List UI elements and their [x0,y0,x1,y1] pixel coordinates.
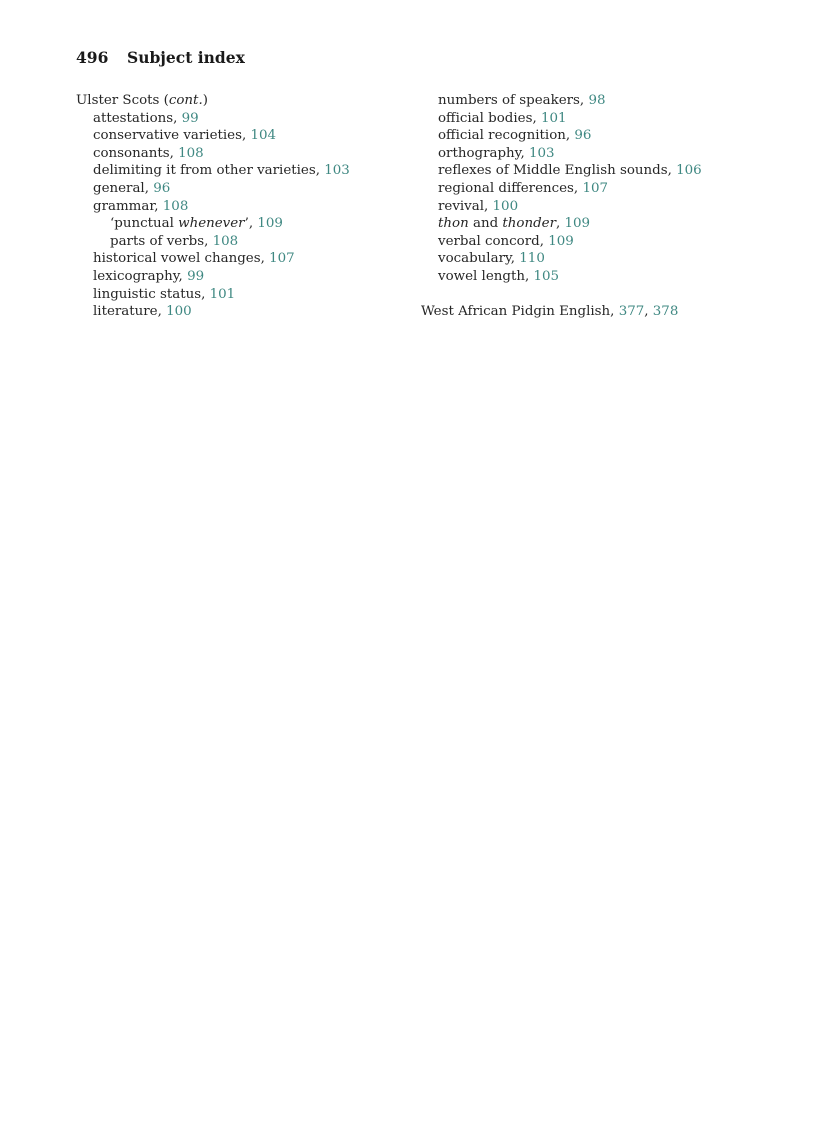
page-reference[interactable]: 99 [187,268,205,284]
subentry-label-italic: thonder [502,216,556,232]
index-subentry [76,180,406,198]
page-reference[interactable]: 107 [582,180,609,196]
index-subentry [421,162,781,180]
subentry-label: linguistic status, [93,286,210,302]
subentry-label: lexicography, [93,268,188,284]
index-subentry [76,286,406,304]
page-reference[interactable]: 99 [181,110,199,126]
page-reference[interactable]: 106 [676,163,702,179]
index-column-right [421,92,781,321]
subentry-label: vocabulary, [438,251,520,267]
running-header [76,48,245,67]
index-subentry [421,233,781,251]
page-reference[interactable]: 378 [652,304,679,320]
page-reference[interactable]: 109 [257,216,283,232]
subentry-label: general, [93,180,154,196]
page-reference[interactable]: 98 [588,93,606,108]
page-reference[interactable]: 96 [153,180,171,196]
index-entry-west-african-pidgin [421,303,781,321]
page-reference[interactable]: 100 [492,198,519,214]
index-subentry-thon [421,215,781,233]
subentry-label: vowel length, [438,268,534,284]
subentry-label: ‘punctual [110,216,179,232]
index-subentry [76,268,406,286]
page-reference[interactable]: 108 [162,198,189,214]
index-subentry [421,92,781,110]
page-number: 496 [76,48,109,67]
subentry-label: verbal concord, [438,233,549,249]
index-subentry [421,127,781,145]
subentry-label: delimiting it from other varieties, [93,163,325,179]
continued-marker: cont. [168,93,203,108]
index-column-left [76,92,406,321]
entry-term: West African Pidgin English, [421,304,619,320]
subentry-label: ’, [244,216,258,232]
entry-term-close: ) [202,93,208,108]
subentry-label: attestations, [93,110,182,126]
subentry-label: , [556,216,565,232]
index-subentry [76,198,406,216]
subentry-label: conservative varieties, [93,128,251,144]
page-reference[interactable]: 104 [250,128,277,144]
index-subentry [76,127,406,145]
index-subentry [76,110,406,128]
subentry-label: official bodies, [438,110,541,126]
page-title: Subject index [127,48,245,67]
subentry-label: parts of verbs, [110,233,213,249]
index-subentry [421,198,781,216]
page-reference[interactable]: 105 [533,268,560,284]
page-reference[interactable]: 101 [540,110,567,126]
page-reference[interactable]: 109 [564,216,591,232]
index-subentry [421,250,781,268]
index-subsubentry [76,233,406,251]
subentry-label: historical vowel changes, [93,251,270,267]
entry-term: Ulster Scots ( [76,93,169,108]
subentry-label: regional differences, [438,180,583,196]
page-reference[interactable]: 107 [269,251,295,267]
subentry-label: and [468,216,503,232]
index-subentry [421,268,781,286]
entry-spacer [421,286,781,304]
index-subentry [76,145,406,163]
subentry-label-italic: whenever [178,216,245,232]
page-reference[interactable]: 108 [212,233,239,249]
subentry-label: consonants, [93,145,179,161]
page-reference[interactable]: 108 [178,145,204,161]
page-reference[interactable]: 109 [548,233,574,249]
page-reference[interactable]: 110 [519,251,545,267]
subentry-label: numbers of speakers, [438,93,589,108]
page-separator: , [644,304,653,320]
subentry-label: grammar, [93,198,163,214]
subentry-label: orthography, [438,145,529,161]
page-reference[interactable]: 377 [618,304,645,320]
index-subentry [421,180,781,198]
subentry-label-italic: thon [438,216,469,232]
page-reference[interactable]: 103 [528,145,555,161]
index-entry-ulster-scots [76,92,406,110]
page-reference[interactable]: 96 [574,128,592,144]
index-subentry [421,110,781,128]
page-reference[interactable]: 103 [324,163,350,179]
subentry-label: official recognition, [438,128,575,144]
page-reference[interactable]: 101 [209,286,236,302]
index-subentry [421,145,781,163]
subentry-label: literature, [93,304,167,320]
subentry-label: revival, [438,198,493,214]
index-subentry [76,162,406,180]
subentry-label: reflexes of Middle English sounds, [438,163,677,179]
page-reference[interactable]: 100 [166,304,192,320]
index-subsubentry [76,215,406,233]
index-subentry [76,250,406,268]
index-subentry [76,303,406,321]
